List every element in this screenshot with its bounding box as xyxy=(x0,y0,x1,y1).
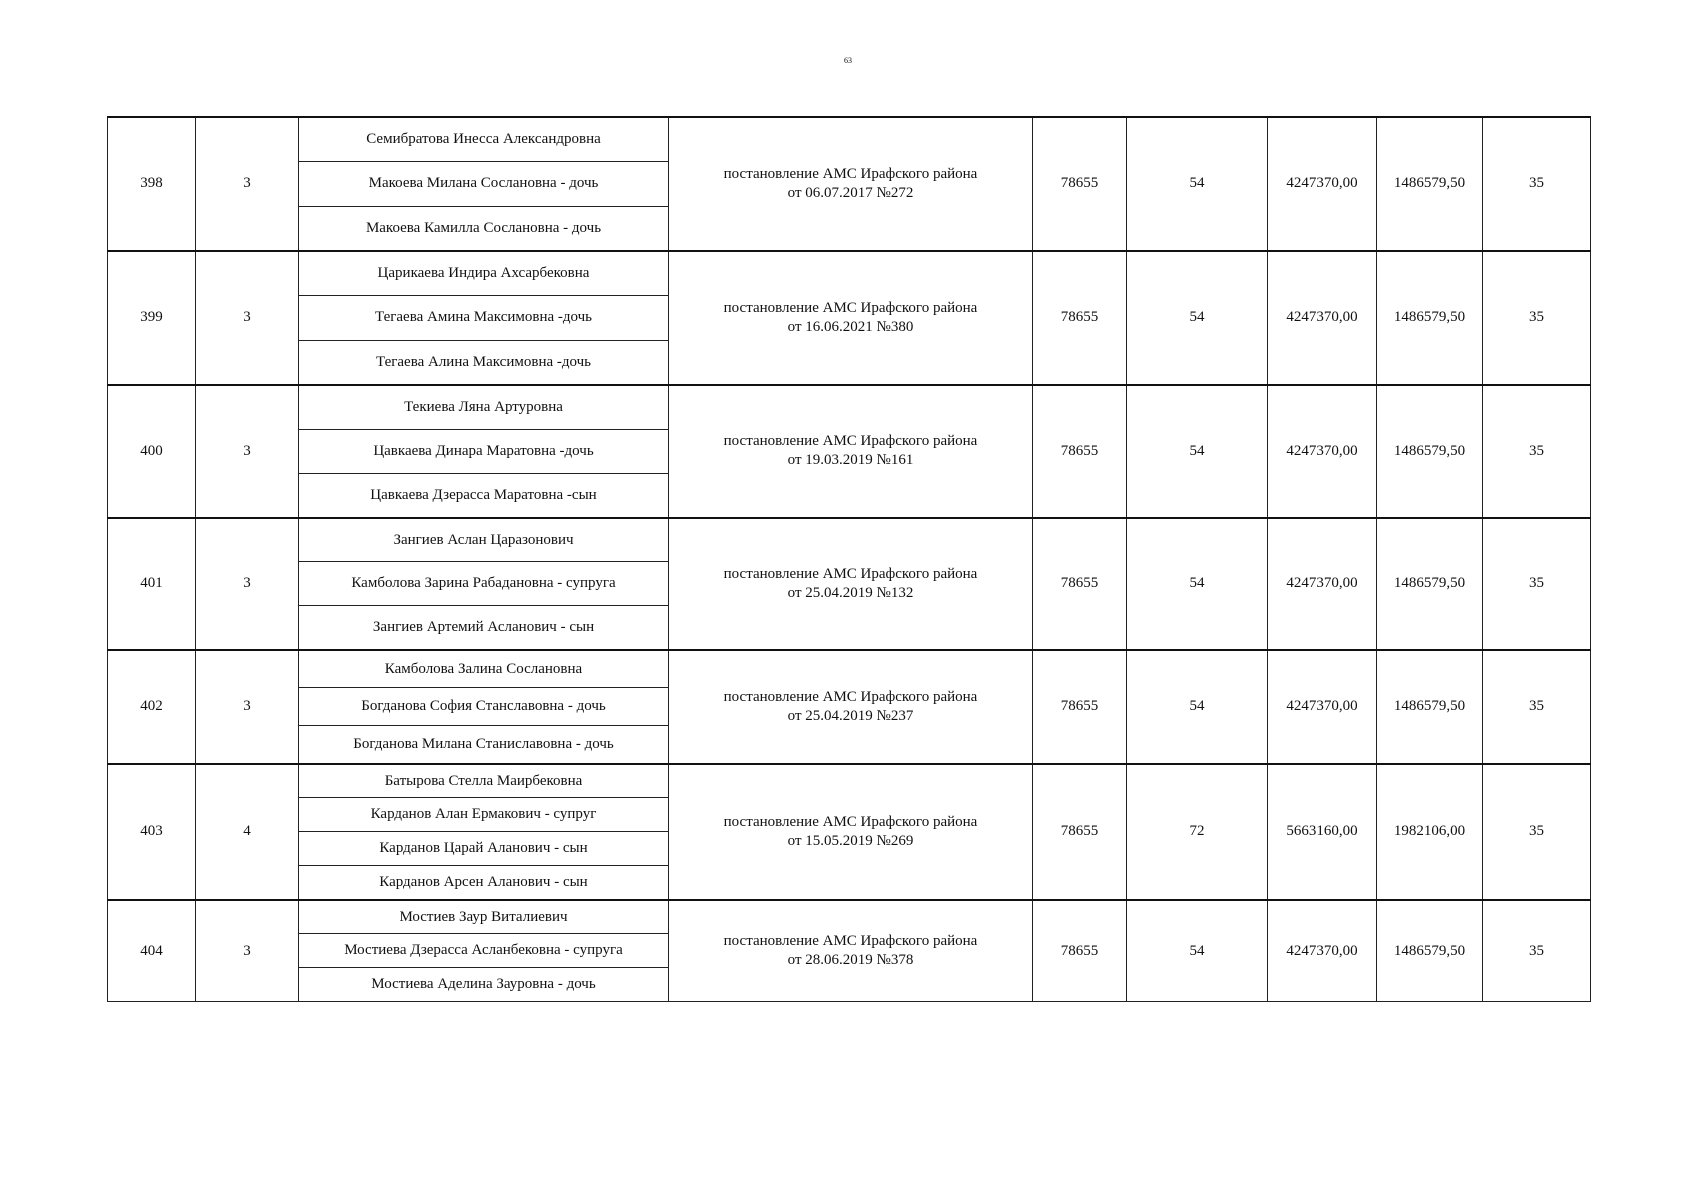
resolution-date: от 25.04.2019 №132 xyxy=(787,584,914,601)
total-cost-cell: 4247370,00 xyxy=(1268,117,1377,251)
resolution-title: постановление АМС Ирафского района xyxy=(723,165,978,182)
resolution-title: постановление АМС Ирафского района xyxy=(723,433,978,450)
family-member-cell: Царикаева Индира Ахсарбековна xyxy=(299,251,669,296)
area-cell: 54 xyxy=(1127,518,1268,650)
norm-cost-cell: 78655 xyxy=(1033,764,1127,900)
percent-cell: 35 xyxy=(1483,900,1591,1002)
family-member-cell: Зангиев Аслан Царазонович xyxy=(299,518,669,562)
total-cost-cell: 4247370,00 xyxy=(1268,518,1377,650)
row-number-cell: 404 xyxy=(108,900,196,1002)
table-row xyxy=(108,764,1591,798)
table-row xyxy=(108,251,1591,296)
table-row xyxy=(108,900,1591,934)
row-number-cell: 398 xyxy=(108,117,196,251)
family-member-cell: Тегаева Амина Максимовна -дочь xyxy=(299,296,669,341)
resolution-title: постановление АМС Ирафского района xyxy=(723,813,978,830)
family-member-cell: Мостиева Дзерасса Асланбековна - супруга xyxy=(299,934,669,968)
norm-cost-cell: 78655 xyxy=(1033,117,1127,251)
family-size-cell: 3 xyxy=(196,518,299,650)
family-member-cell: Карданов Царай Аланович - сын xyxy=(299,832,669,866)
norm-cost-cell: 78655 xyxy=(1033,518,1127,650)
subsidy-cell: 1486579,50 xyxy=(1377,251,1483,385)
resolution-date: от 25.04.2019 №237 xyxy=(787,707,914,724)
resolution-cell xyxy=(669,385,1033,518)
family-size-cell: 3 xyxy=(196,385,299,518)
percent-cell: 35 xyxy=(1483,650,1591,764)
family-member-cell: Макоева Камилла Сослановна - дочь xyxy=(299,206,669,251)
norm-cost-cell: 78655 xyxy=(1033,251,1127,385)
row-number-cell: 402 xyxy=(108,650,196,764)
family-size-cell: 3 xyxy=(196,251,299,385)
table-row xyxy=(108,385,1591,429)
subsidy-cell: 1486579,50 xyxy=(1377,900,1483,1002)
total-cost-cell: 4247370,00 xyxy=(1268,385,1377,518)
resolution-cell xyxy=(669,251,1033,385)
area-cell: 54 xyxy=(1127,650,1268,764)
total-cost-cell: 4247370,00 xyxy=(1268,900,1377,1002)
family-member-cell: Карданов Арсен Аланович - сын xyxy=(299,866,669,900)
table-row xyxy=(108,650,1591,688)
subsidy-cell: 1486579,50 xyxy=(1377,518,1483,650)
beneficiary-table xyxy=(107,116,1591,1002)
percent-cell: 35 xyxy=(1483,385,1591,518)
resolution-title: постановление АМС Ирафского района xyxy=(723,933,978,950)
family-member-cell: Макоева Милана Сослановна - дочь xyxy=(299,162,669,207)
table-body xyxy=(108,117,1591,1002)
subsidy-cell: 1486579,50 xyxy=(1377,117,1483,251)
resolution-cell xyxy=(669,650,1033,764)
resolution-date: от 06.07.2017 №272 xyxy=(787,184,914,201)
family-member-cell: Камболова Залина Сослановна xyxy=(299,650,669,688)
resolution-date: от 16.06.2021 №380 xyxy=(787,318,914,335)
resolution-cell xyxy=(669,900,1033,1002)
family-member-cell: Батырова Стелла Маирбековна xyxy=(299,764,669,798)
percent-cell: 35 xyxy=(1483,518,1591,650)
family-member-cell: Цавкаева Динара Маратовна -дочь xyxy=(299,429,669,473)
area-cell: 54 xyxy=(1127,385,1268,518)
total-cost-cell: 5663160,00 xyxy=(1268,764,1377,900)
area-cell: 54 xyxy=(1127,900,1268,1002)
family-member-cell: Мостиев Заур Виталиевич xyxy=(299,900,669,934)
resolution-date: от 28.06.2019 №378 xyxy=(787,952,914,969)
family-member-cell: Семибратова Инесса Александровна xyxy=(299,117,669,162)
family-size-cell: 4 xyxy=(196,764,299,900)
norm-cost-cell: 78655 xyxy=(1033,900,1127,1002)
row-number-cell: 401 xyxy=(108,518,196,650)
row-number-cell: 403 xyxy=(108,764,196,900)
row-number-cell: 400 xyxy=(108,385,196,518)
area-cell: 72 xyxy=(1127,764,1268,900)
family-member-cell: Камболова Зарина Рабадановна - супруга xyxy=(299,562,669,606)
family-member-cell: Текиева Ляна Артуровна xyxy=(299,385,669,429)
resolution-title: постановление АМС Ирафского района xyxy=(723,688,978,705)
family-member-cell: Карданов Алан Ермакович - супруг xyxy=(299,798,669,832)
subsidy-cell: 1486579,50 xyxy=(1377,650,1483,764)
subsidy-cell: 1982106,00 xyxy=(1377,764,1483,900)
page-number: 63 xyxy=(844,56,852,65)
total-cost-cell: 4247370,00 xyxy=(1268,251,1377,385)
percent-cell: 35 xyxy=(1483,117,1591,251)
resolution-date: от 19.03.2019 №161 xyxy=(787,452,914,469)
norm-cost-cell: 78655 xyxy=(1033,650,1127,764)
family-member-cell: Богданова Милана Станиславовна - дочь xyxy=(299,726,669,764)
family-member-cell: Цавкаева Дзерасса Маратовна -сын xyxy=(299,474,669,518)
row-number-cell: 399 xyxy=(108,251,196,385)
norm-cost-cell: 78655 xyxy=(1033,385,1127,518)
area-cell: 54 xyxy=(1127,117,1268,251)
resolution-date: от 15.05.2019 №269 xyxy=(787,832,914,849)
resolution-cell xyxy=(669,117,1033,251)
resolution-cell xyxy=(669,764,1033,900)
table-row xyxy=(108,518,1591,562)
family-member-cell: Богданова София Станславовна - дочь xyxy=(299,688,669,726)
percent-cell: 35 xyxy=(1483,251,1591,385)
family-size-cell: 3 xyxy=(196,650,299,764)
resolution-cell xyxy=(669,518,1033,650)
family-size-cell: 3 xyxy=(196,900,299,1002)
family-member-cell: Тегаева Алина Максимовна -дочь xyxy=(299,340,669,385)
area-cell: 54 xyxy=(1127,251,1268,385)
total-cost-cell: 4247370,00 xyxy=(1268,650,1377,764)
subsidy-cell: 1486579,50 xyxy=(1377,385,1483,518)
percent-cell: 35 xyxy=(1483,764,1591,900)
family-member-cell: Зангиев Артемий Асланович - сын xyxy=(299,606,669,650)
resolution-title: постановление АМС Ирафского района xyxy=(723,565,978,582)
table-row xyxy=(108,117,1591,162)
family-size-cell: 3 xyxy=(196,117,299,251)
family-member-cell: Мостиева Аделина Зауровна - дочь xyxy=(299,968,669,1002)
resolution-title: постановление АМС Ирафского района xyxy=(723,299,978,316)
